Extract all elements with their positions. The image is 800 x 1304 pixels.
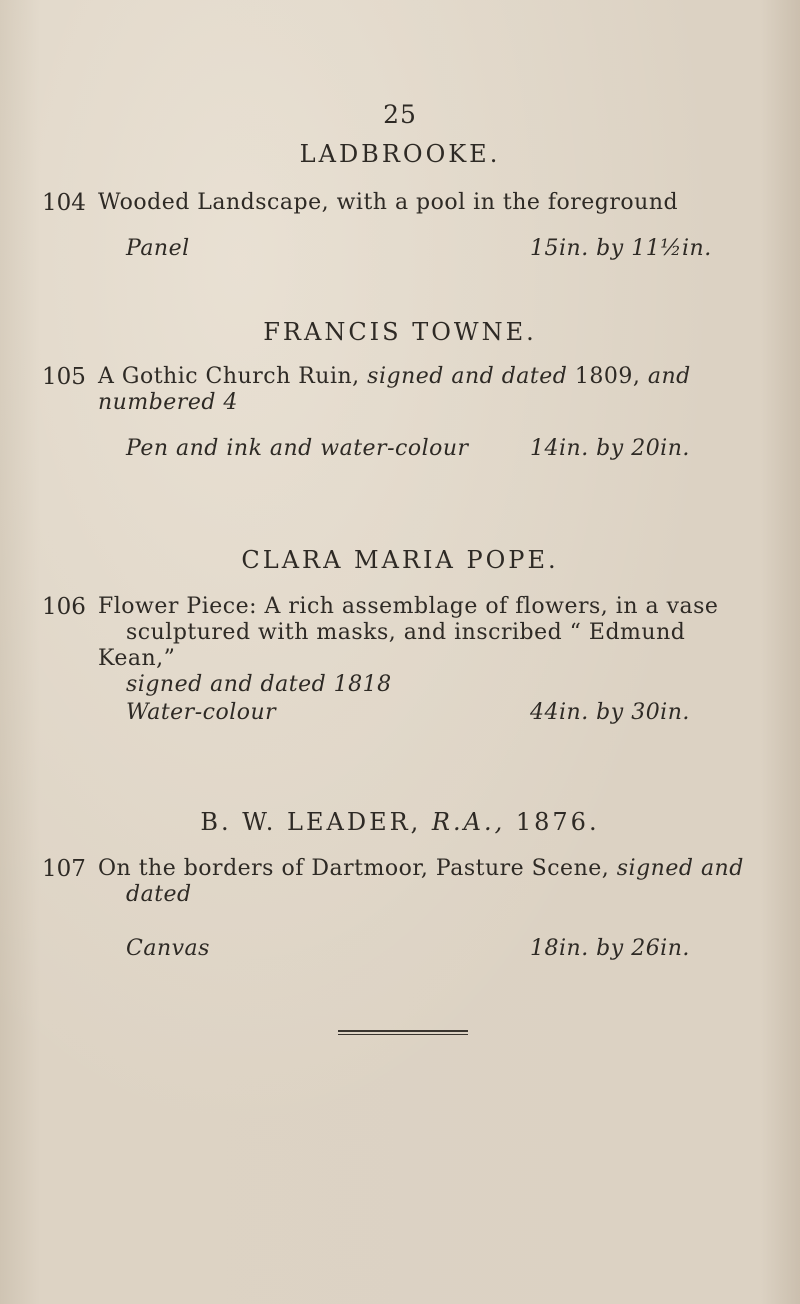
divider-rule <box>338 1030 468 1032</box>
lot-description <box>98 856 748 908</box>
description-text: On the borders of Dartmoor, Pasture Scene, <box>98 856 610 881</box>
description-text: A Gothic Church Ruin, <box>98 364 360 389</box>
lot-dimensions: 15in. by 11½in. <box>530 236 712 261</box>
lot-description: Wooded Landscape, with a pool in the foreground <box>98 190 679 215</box>
lot-medium: Canvas <box>126 936 210 961</box>
lot-dimensions: 18in. by 26in. <box>530 936 690 961</box>
description-text: sculptured with masks, and inscribed “ Edmund Kean,” <box>98 620 686 671</box>
lot-dimensions: 14in. by 20in. <box>530 436 690 461</box>
description-italic: signed and dated 1818 <box>126 672 392 697</box>
description-italic: signed and <box>616 856 744 881</box>
lot-number: 104 <box>42 190 86 216</box>
artist-heading <box>0 808 800 836</box>
description-text: 1809, <box>574 364 641 389</box>
lot-medium: Water-colour <box>126 700 277 725</box>
artist-heading: LADBROOKE. <box>299 140 501 168</box>
description-text: Flower Piece: A rich assemblage of flowers, in a vase <box>98 594 719 619</box>
lot-medium: Pen and ink and water-colour <box>126 436 469 461</box>
artist-heading: FRANCIS TOWNE. <box>263 318 537 346</box>
page-number: 25 <box>383 100 417 129</box>
lot-dimensions: 44in. by 30in. <box>530 700 690 725</box>
artist-title: R.A., <box>431 808 506 836</box>
lot-medium: Panel <box>126 236 190 261</box>
lot-number: 106 <box>42 594 86 620</box>
description-italic: and <box>647 364 691 389</box>
artist-heading: CLARA MARIA POPE. <box>241 546 559 574</box>
artist-name: B. W. LEADER, <box>200 808 422 836</box>
lot-number: 107 <box>42 856 86 882</box>
description-italic: dated <box>126 882 192 907</box>
artist-year: 1876. <box>515 808 600 836</box>
divider-rule <box>338 1034 468 1035</box>
description-italic: signed and dated <box>367 364 568 389</box>
description-italic: numbered 4 <box>98 390 238 415</box>
lot-description <box>98 364 748 416</box>
lot-number: 105 <box>42 364 86 390</box>
lot-description <box>98 594 748 698</box>
